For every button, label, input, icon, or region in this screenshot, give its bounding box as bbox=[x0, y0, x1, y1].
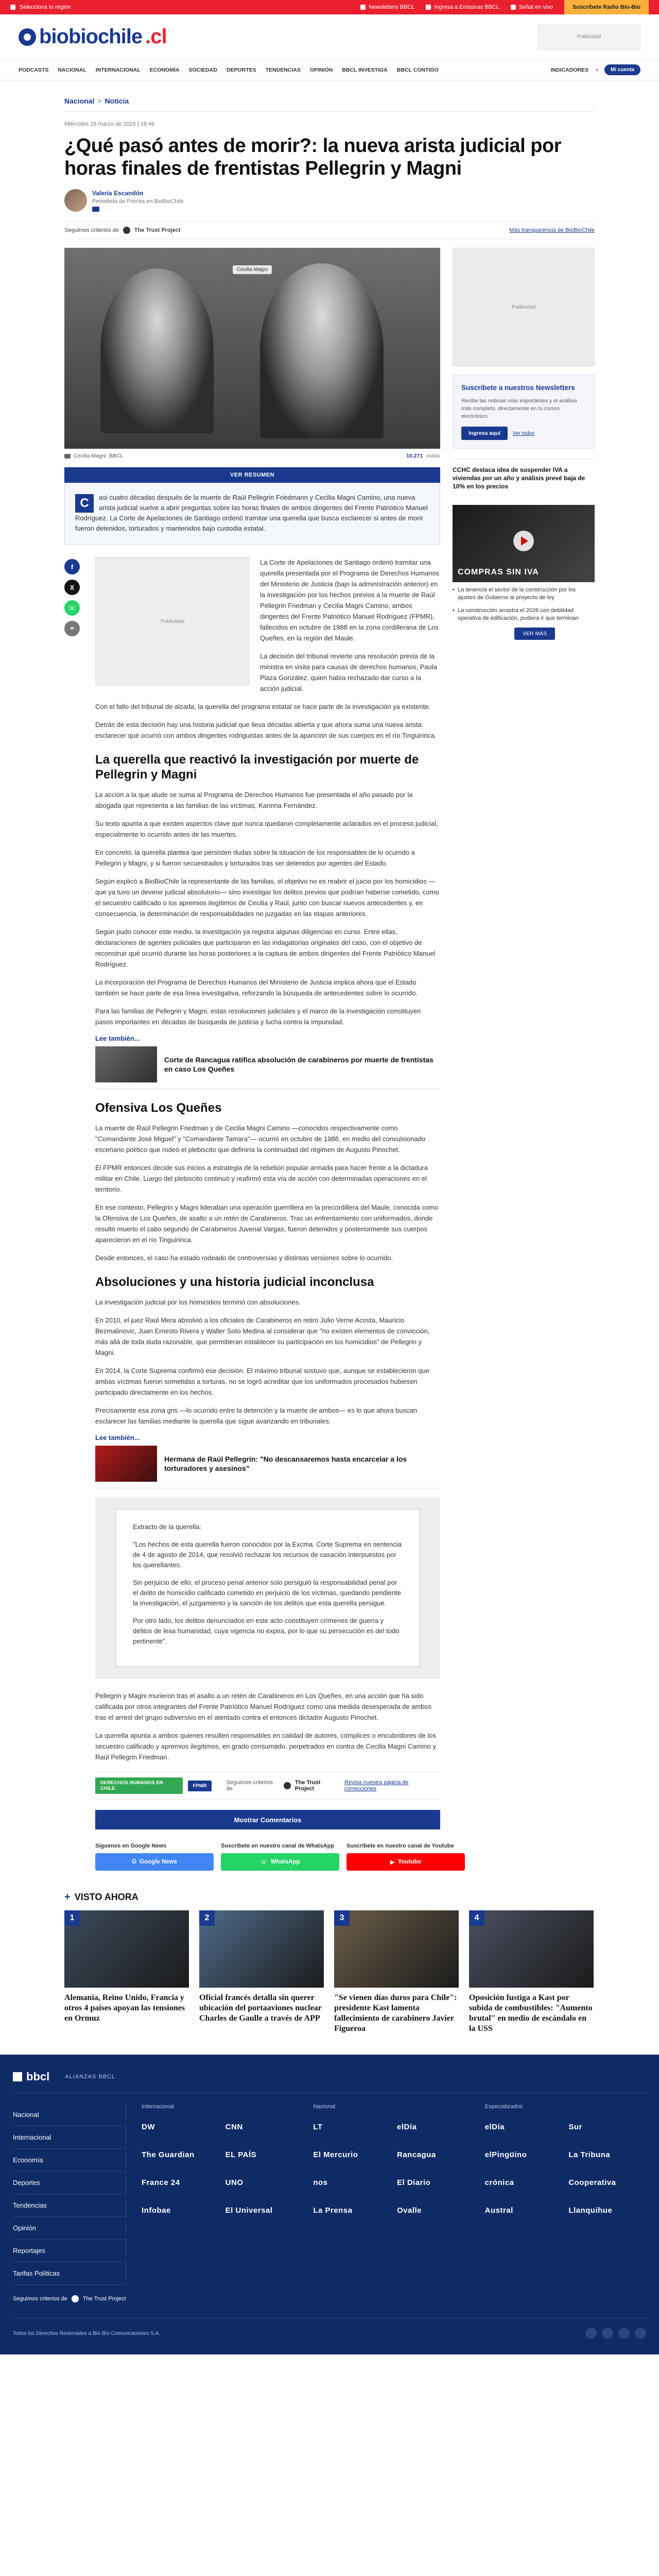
partner-logo[interactable]: La Tribuna bbox=[568, 2150, 611, 2159]
author-mail-icon[interactable] bbox=[92, 207, 99, 212]
summary-button[interactable]: VER RESUMEN bbox=[64, 467, 440, 483]
footer-column-heading: Nacional bbox=[313, 2104, 336, 2110]
trust-lead: Seguimos criterios de bbox=[226, 1780, 273, 1792]
most-viewed-image[interactable] bbox=[469, 1910, 594, 1988]
footer-section-link[interactable]: Opinión bbox=[13, 2217, 126, 2240]
play-icon[interactable] bbox=[513, 531, 534, 551]
most-viewed-card[interactable] bbox=[199, 1910, 324, 2034]
drop-cap: C bbox=[75, 494, 94, 513]
paragraph: En 2014, la Corte Suprema confirmó ese decisión. El máximo tribunal sostuvo que, aunque se establecieron que ambas víctimas fueron sometidas a torturas, no se logró acreditar que los uniformados procesados hubiesen participado directamente en los hechos. bbox=[95, 1367, 429, 1396]
most-viewed-image[interactable] bbox=[64, 1910, 189, 1988]
nav-opinion[interactable]: OPINIÓN bbox=[309, 66, 333, 73]
partner-logo[interactable]: Sur bbox=[568, 2122, 582, 2131]
partner-logo[interactable]: EL PAÍS bbox=[225, 2150, 257, 2159]
partner-logo[interactable]: Austral bbox=[484, 2206, 513, 2215]
hero-person-right bbox=[260, 263, 384, 438]
most-viewed-image[interactable] bbox=[199, 1910, 324, 1988]
corrections-link[interactable]: Revisa nuestra página de correcciones bbox=[344, 1780, 409, 1792]
nav-tendencias[interactable]: TENDENCIAS bbox=[265, 66, 301, 73]
article-date: Miércoles 18 marzo de 2026 | 18:46 bbox=[64, 121, 155, 127]
copyright: Todos los Derechos Reservados a Bío Bío Comunicaciones S.A. bbox=[13, 2330, 161, 2336]
chevron-down-icon: ▼ bbox=[594, 67, 599, 73]
divider bbox=[64, 111, 595, 112]
paragraph: Detrás de esta decisión hay una historia judicial que lleva décadas abierta y que ahora suma una nueva arista: esclarecer qué ocurrió con ambos dirigentes rodriguistas antes de la aparición de sus cuerpos en el río Tinguiririca. bbox=[95, 721, 437, 739]
partner-logo[interactable]: crónica bbox=[484, 2178, 514, 2187]
most-viewed-title[interactable]: Oposición fustiga a Kast por subida de combustibles: "Aumento brutal" en medio de escándalo en la USS bbox=[469, 1993, 593, 2033]
footer-trust: Seguimos criterios de The Trust Project bbox=[13, 2296, 126, 2302]
footer-logo[interactable]: bbcl bbox=[13, 2070, 49, 2083]
newsletter-desc: Recibe las noticias más importantes y el análisis más completo, directamente en tu correo electrónico. bbox=[461, 398, 578, 419]
footer-column bbox=[485, 2104, 646, 2285]
nav-podcasts[interactable]: PODCASTS bbox=[19, 66, 49, 73]
subheading: Ofensiva Los Queñes bbox=[95, 1101, 222, 1115]
paragraph: El FPMR entonces decide sus inicios a estrategia de la rebelión popular armada para hacer frente a la dictadura militar en Chile. Luego del plebiscito continuó y reafirmó esta vía de acción con determinadas operaciones en el territorio. bbox=[95, 1164, 428, 1193]
see-also-label: Lee también... bbox=[95, 1035, 140, 1042]
footer-section-link[interactable]: Reportajes bbox=[13, 2240, 126, 2262]
subheading: La querella que reactivó la investigación por muerte de Pellegrin y Magni bbox=[95, 753, 419, 782]
nav-economia[interactable]: ECONOMÍA bbox=[149, 66, 180, 73]
rank-badge: 1 bbox=[64, 1910, 80, 1926]
live-signal-link[interactable]: Señal en vivo bbox=[511, 4, 553, 10]
footer-column-heading: Internacional bbox=[142, 2104, 174, 2110]
nav-bbcl-contigo[interactable]: BBCL CONTIGO bbox=[396, 66, 439, 73]
paragraph: La incorporación del Programa de Derechos Humanos del Ministerio de Justicia implica ahora que el Estado también se hace parte de esa línea investigativa, reforzando la búsqueda de antecedentes sobre lo ocurrido. bbox=[95, 978, 418, 997]
main-nav bbox=[0, 60, 659, 80]
nav-deportes[interactable]: DEPORTES bbox=[226, 66, 256, 73]
site-logo[interactable]: biobiochile .cl bbox=[19, 25, 167, 48]
account-button[interactable]: Mi cuenta bbox=[604, 64, 640, 75]
partner-logo[interactable]: El Mercurio bbox=[313, 2150, 358, 2159]
hero-tag: Cecilia Magni bbox=[233, 265, 272, 274]
paragraph: Precisamente esa zona gris —lo ocurrido entre la detención y la muerte de ambos— es lo que ahora buscan esclarecer las familias mediante la querella que sigue avanzando en tribunales. bbox=[95, 1406, 418, 1425]
whatsapp-icon: ☏ bbox=[260, 1859, 268, 1866]
site-footer bbox=[0, 2055, 659, 2354]
paragraph: Con el fallo del tribunal de alzada, la querella del programa estatal se hace parte de la investigación ya existente. bbox=[95, 703, 431, 710]
paragraph: Según pudo conocer este medio, la investigación ya registra algunas diligencias en curso. Entre ellas, declaraciones de agentes policiales que participaron en las indagatorias originales del caso, con el objetivo de reconstruir qué ocurrió durante las horas posteriores a la captura de ambos dirigentes del Frente Patriótico Manuel Rodríguez. bbox=[95, 928, 436, 968]
paragraph: Desde entonces, el caso ha estado rodeado de controversias y distintas versiones sobre lo ocurrido. bbox=[95, 1254, 393, 1262]
partner-logo[interactable]: elDía bbox=[484, 2122, 505, 2131]
trust-project-icon bbox=[284, 1782, 291, 1789]
paragraph: Para las familias de Pellegrin y Magni, estas resoluciones judiciales y el marco de la investigación constituyen pasos importantes en décadas de búsqueda de justicia y lucha contra la impunidad. bbox=[95, 1007, 421, 1026]
partner-logo[interactable]: La Prensa bbox=[313, 2206, 353, 2215]
caption-row bbox=[64, 449, 440, 463]
logo-mark-icon bbox=[19, 28, 36, 46]
most-viewed-title[interactable]: "Se vienen días duros para Chile": presidente Kast lamenta fallecimiento de carabinero Javier Figueroa bbox=[334, 1993, 457, 2033]
radio-icon bbox=[426, 5, 431, 10]
see-also-link[interactable] bbox=[95, 1046, 440, 1089]
partner-logo[interactable]: El Universal bbox=[225, 2206, 273, 2215]
camera-icon bbox=[64, 454, 71, 459]
sidebar-video[interactable] bbox=[453, 505, 595, 582]
article-title: ¿Qué pasó antes de morir?: la nueva arista judicial por horas finales de frentistas Pellegrin y Magni bbox=[64, 135, 561, 179]
link-share-icon[interactable]: ⚭ bbox=[64, 621, 80, 636]
site-header bbox=[0, 14, 659, 60]
sidebar-bullet[interactable]: • La construcción arrastra el 2026 con debilidad operativa de edificación, pudiera ir que terminan bbox=[453, 607, 595, 622]
hero-person-left bbox=[100, 268, 214, 433]
quote-paragraph: Por otro lado, los delitos denunciados en este acto constituyen crímenes de guerra y delitos de lesa humanidad, cuya vigencia no expira, por lo que su persecución es del todo pertinente". bbox=[133, 1617, 400, 1645]
newsletter-title: Suscríbete a nuestros Newsletters bbox=[461, 384, 575, 392]
nav-nacional[interactable]: NACIONAL bbox=[58, 66, 86, 73]
nav-sociedad[interactable]: SOCIEDAD bbox=[188, 66, 217, 73]
paragraph: En ese contexto, Pellegrin y Magni lideraban una operación guerrillera en la precordillera del Maule, conocida como la Ofensiva de Los Queñes, de asalto a un retén de Carabineros. Tras un enfrentamiento con uniformados, donde resultó muerto el cabo segundo de Carabineros Juvenal Vargas, fueron detenidos y posteriormente sus cuerpos aparecieron en el río Tinguiririca. bbox=[95, 1204, 439, 1244]
footer-section-link[interactable]: Deportes bbox=[13, 2172, 126, 2194]
footer-section-link[interactable]: Nacional bbox=[13, 2104, 126, 2126]
partner-logo[interactable]: DW bbox=[142, 2122, 155, 2131]
newsletters-link[interactable]: Newsletters BBCL bbox=[360, 4, 414, 10]
paragraph: En concreto, la querella plantea que persisten dudas sobre la situación de los responsables de lo ocurrido a Pellegrin y Magni, y si fueron secuestrados y torturados tras ser detenidos por agentes del Estado. bbox=[95, 849, 415, 867]
partner-logo[interactable]: The Guardian bbox=[142, 2150, 195, 2159]
view-count: 10.271 visitas bbox=[406, 453, 440, 459]
partner-logo[interactable]: Llanquihue bbox=[568, 2206, 613, 2215]
social-links bbox=[585, 2328, 646, 2339]
see-also-thumbnail[interactable] bbox=[95, 1046, 157, 1082]
footer-section-link[interactable]: Tarifas Políticas bbox=[13, 2262, 126, 2285]
image-credit: Cecilia Magni BBCL bbox=[64, 453, 123, 459]
paragraph: Su texto apunta a que existen aspectos clave que nunca quedaron completamente aclarados en el proceso judicial, especialmente lo ocurrido antes de las muertes. bbox=[95, 820, 438, 838]
partner-logo[interactable]: El Diario bbox=[396, 2178, 431, 2187]
paragraph: La investigación judicial por los homicidios terminó con absoluciones. bbox=[95, 1298, 301, 1306]
follow-label: Suscríbete en nuestro canal de Youtube bbox=[346, 1843, 454, 1849]
live-icon bbox=[511, 5, 516, 10]
partner-logo[interactable]: Cooperativa bbox=[568, 2178, 616, 2187]
paragraph: La acción a la que alude se suma al Programa de Derechos Humanos fue presentada el año pasado por la abogada que representa a las familias de las víctimas, Karinna Fernández. bbox=[95, 791, 413, 809]
sidebar-news-item[interactable] bbox=[453, 459, 595, 500]
paragraph: La muerte de Raúl Pellegrin Friedman y de Cecilia Magni Camino —conocidos respectivamente como "Comandante José Miguel" y "Comandante Tamara"— ocurrió en octubre de 1988, en medio del convulsionado escenario político que rodeó el plebiscito que definiría la continuidad del régimen de Augusto Pinochet. bbox=[95, 1124, 426, 1154]
tag-chip[interactable]: DERECHOS HUMANOS EN CHILE bbox=[95, 1777, 183, 1794]
paragraph: La decisión del tribunal revierte una resolución previa de la ministra en visita para causas de derechos humanos, Paola Plaza González, quien había rechazado dar curso a la acción judicial. bbox=[260, 652, 437, 692]
plus-icon: + bbox=[64, 1891, 71, 1903]
trust-project-name[interactable]: The Trust Project bbox=[294, 1780, 321, 1792]
most-viewed-card[interactable] bbox=[334, 1910, 459, 2034]
sidebar-bullet[interactable]: • La tenencia el sector de la construcción por los ajustes de Gobierno al proyecto de ley bbox=[453, 586, 595, 602]
subscribe-radio-button[interactable]: Suscríbete Radio Bío-Bío bbox=[564, 0, 649, 14]
footer-alliances-tag: ALIANZAS BBCL bbox=[65, 2074, 116, 2080]
transparency-link[interactable]: Más transparencia de BioBioChile bbox=[509, 227, 595, 233]
sidebar-ad[interactable]: Publicidad bbox=[453, 248, 595, 366]
footer-column-heading: Especializados bbox=[484, 2104, 523, 2110]
trust-project-name[interactable]: The Trust Project bbox=[82, 2296, 126, 2302]
paragraph: En 2010, el juez Raúl Mera absolvió a los oficiales de Carabineros en retiro Julio Verne Acosta, Mauricio Bezmalinovic, Juan Ernesto Rivera y Walter Soto Medina al considerar que "no existen elementos de convicción, más allá de toda duda razonable, que permitieran establecer su participación en los homicidios" de Pellegrin y Magni. bbox=[95, 1316, 430, 1357]
footer-section-link[interactable]: Tendencias bbox=[13, 2194, 126, 2217]
most-viewed-card[interactable] bbox=[64, 1910, 189, 2034]
rank-badge: 2 bbox=[199, 1910, 215, 1926]
footer-section-link[interactable]: Economía bbox=[13, 2149, 126, 2172]
partner-logo[interactable]: UNO bbox=[225, 2178, 244, 2187]
nav-internacional[interactable]: INTERNACIONAL bbox=[95, 66, 141, 73]
author-avatar[interactable] bbox=[64, 189, 87, 212]
sidebar-video-title: COMPRAS SIN IVA bbox=[458, 568, 539, 577]
emisoras-link[interactable]: Ingresa a Emisoras BBCL bbox=[426, 4, 499, 10]
follow-label: Suscríbete en nuestro canal de WhatsApp bbox=[221, 1843, 335, 1849]
hero-image[interactable] bbox=[64, 248, 440, 449]
partner-logo[interactable]: Rancagua bbox=[396, 2150, 436, 2159]
show-comments-button[interactable]: Mostrar Comentarios bbox=[95, 1810, 440, 1829]
see-also-title[interactable]: Hermana de Raúl Pellegrin: "No descansaremos hasta encarcelar a los torturadores y asesinos" bbox=[164, 1455, 407, 1472]
paragraph: La querella apunta a ambos quienes resulten responsables en calidad de autores, cómplices o encubridores de los secuestro calificado y apremios ilegítimos, en grado consumado, perpetrados en contra de Cecilia Magni Camino y Raúl Pellegrin Friedman. bbox=[95, 1732, 436, 1761]
follow-row bbox=[95, 1843, 454, 1871]
see-also-thumbnail[interactable] bbox=[95, 1446, 157, 1482]
quote-paragraph: Sin perjuicio de ello, el proceso penal anterior solo persiguió la responsabilidad penal por el delito de homicidio calificado cometido en perjuicio de los víctimas, quedando pendiente la investigación, el juzgamiento y la sanción de los delitos que esta querella persigue. bbox=[133, 1579, 402, 1607]
rank-badge: 4 bbox=[469, 1910, 484, 1926]
trust-project-icon bbox=[72, 2295, 79, 2302]
trust-lead: Seguimos criterios de bbox=[64, 227, 119, 233]
partner-logo[interactable]: elDía bbox=[396, 2122, 417, 2131]
partner-logo[interactable]: LT bbox=[313, 2122, 323, 2131]
x-icon[interactable] bbox=[602, 2328, 613, 2339]
footer-column bbox=[313, 2104, 474, 2285]
sidebar-news-title[interactable]: CCHC destaca idea de suspender IVA a viviendas por un año y análisis prevé baja de 10% en los precios bbox=[453, 466, 585, 490]
most-viewed-image[interactable] bbox=[334, 1910, 459, 1988]
youtube-button[interactable]: ▶ Youtube bbox=[346, 1853, 465, 1871]
tag-chip[interactable]: FPMR bbox=[188, 1781, 212, 1791]
author-role: Periodista de Prensa en BioBioChile bbox=[92, 198, 184, 205]
partner-logo[interactable]: Infobae bbox=[142, 2206, 171, 2215]
partner-logo[interactable]: Ovalle bbox=[396, 2206, 422, 2215]
partner-logo[interactable]: elPingüino bbox=[484, 2150, 527, 2159]
share-bar bbox=[64, 557, 95, 1886]
google-news-icon: G bbox=[132, 1859, 137, 1865]
breadcrumb-sub[interactable]: Noticia bbox=[105, 97, 129, 105]
newsletter-link[interactable]: Ver todos bbox=[512, 430, 535, 436]
article-lead bbox=[64, 483, 440, 545]
lead-text: asi cuatro décadas después de la muerte de Raúl Pellegrin Friedmann y Cecilia Magni Camino, una nueva arista judicial vuelve a abrir preguntas sobre las horas finales de ambos dirigentes del Frente Patriótico Manuel Rodríguez. La Corte de Apelaciones de Santiago ordenó tramitar una querella que busca esclarecer si antes de morir fueron detenidos, torturados y mantenidos bajo custodia estatal. bbox=[75, 494, 428, 532]
mail-icon bbox=[360, 5, 366, 10]
most-viewed-title[interactable]: Alemania, Reino Unido, Francia y otros 4 países apoyan las tensiones en Ormuz bbox=[64, 1993, 185, 2023]
byline bbox=[64, 189, 595, 212]
top-bar bbox=[0, 0, 659, 14]
inline-ad[interactable]: Publicidad bbox=[95, 557, 250, 686]
partner-logo[interactable]: France 24 bbox=[142, 2178, 180, 2187]
newsletter-button[interactable]: Ingresa aquí bbox=[461, 427, 508, 440]
footer-logo-icon bbox=[13, 2072, 22, 2081]
paragraph: La Corte de Apelaciones de Santiago ordenó tramitar una querella presentada por el Programa de Derechos Humanos del Ministerio de Justicia (bajo la administración anterior) en la investigación por los hechos previos a la muerte de Raúl Pellegrin Friedman y Cecilia Magni Camino, ambos dirigentes del Frente Patriótico Manuel Rodríguez (FPMR), fallecidos en octubre de 1988 en la zona cordillerana de Los Queñes, en la región del Maule. bbox=[260, 558, 440, 642]
breadcrumb bbox=[64, 97, 595, 105]
youtube-icon: ▶ bbox=[390, 1859, 395, 1866]
author-name[interactable]: Valeria Escandón bbox=[92, 189, 144, 197]
region-selector[interactable] bbox=[10, 4, 71, 10]
most-viewed-title[interactable]: Oficial francés detalla sin querer ubicación del portaaviones nuclear Charles de Gaulle a través de APP bbox=[199, 1993, 322, 2023]
footer-sections bbox=[13, 2104, 126, 2285]
partner-logo[interactable]: nos bbox=[313, 2178, 328, 2187]
indicators-link[interactable]: INDICADORES bbox=[550, 66, 588, 73]
trust-project-name[interactable]: The Trust Project bbox=[134, 227, 181, 233]
most-viewed-card[interactable] bbox=[469, 1910, 594, 2034]
partner-logo[interactable]: CNN bbox=[225, 2122, 243, 2131]
google-news-button[interactable]: G Google News bbox=[95, 1853, 214, 1871]
footer-section-link[interactable]: Internacional bbox=[13, 2126, 126, 2149]
footer-column bbox=[142, 2104, 303, 2285]
header-ad[interactable]: Publicidad bbox=[537, 24, 640, 50]
most-viewed-heading: + VISTO AHORA bbox=[64, 1891, 138, 1903]
tags-row bbox=[95, 1772, 440, 1800]
facebook-share-icon[interactable]: f bbox=[64, 559, 80, 574]
subheading: Absoluciones y una historia judicial inconclusa bbox=[95, 1275, 374, 1289]
breadcrumb-section[interactable]: Nacional bbox=[64, 97, 95, 105]
quote-box bbox=[95, 1498, 440, 1679]
article-body bbox=[95, 557, 454, 1886]
follow-label: Síguenos en Google News bbox=[95, 1843, 167, 1849]
location-icon bbox=[10, 5, 15, 10]
most-viewed bbox=[64, 1891, 595, 2034]
trust-row bbox=[64, 221, 595, 240]
newsletter-box bbox=[453, 375, 595, 449]
see-also-link[interactable] bbox=[95, 1446, 440, 1488]
paragraph: Pellegrin y Magni murieron tras el asalto a un retén de Carabineros en Los Queñes, en una acción que ha sido calificada por otros integrantes del Frente Patriótico Manuel Rodríguez como una medida desesperada de ambos tras el arrest del grupo subversivo en el atentado contra el entonces dictador Augusto Pinochet. bbox=[95, 1692, 432, 1721]
nav-bbcl-investiga[interactable]: BBCL INVESTIGA bbox=[342, 66, 388, 73]
see-also-title[interactable]: Corte de Rancagua ratifica absolución de carabineros por muerte de frentistas en caso Los Queñes bbox=[164, 1056, 433, 1073]
main-column bbox=[64, 248, 454, 1886]
youtube-icon[interactable] bbox=[635, 2328, 646, 2339]
quote-intro: Extracto de la querella: bbox=[133, 1523, 201, 1531]
see-also-label: Lee también... bbox=[95, 1434, 140, 1442]
sidebar-more-button[interactable]: VER MÁS bbox=[514, 628, 555, 640]
paragraph: Según explicó a BioBioChile la representante de las familias, el objetivo no es reabrir el juicio por los homicidios —que ya tuvo un devenir judicial absolutorio— sino investigar los delitos previos que podrían haberse cometido, como el secuestro calificado o los apremios ilegítimos de Cecilia y Raúl, junto con buscar nuevos antecedentes y, en consecuencia, la determinación de responsabilidades no juzgadas en las etapas anteriores. bbox=[95, 877, 439, 918]
breadcrumb-separator: > bbox=[97, 97, 102, 105]
whatsapp-share-icon[interactable]: ☏ bbox=[64, 600, 80, 616]
whatsapp-button[interactable]: ☏ WhatsApp bbox=[221, 1853, 339, 1871]
region-label[interactable]: Selecciona tu región bbox=[20, 4, 71, 10]
rank-badge: 3 bbox=[334, 1910, 350, 1926]
sidebar bbox=[453, 248, 595, 1886]
x-share-icon[interactable]: X bbox=[64, 580, 80, 595]
instagram-icon[interactable] bbox=[618, 2328, 630, 2339]
facebook-icon[interactable] bbox=[585, 2328, 597, 2339]
quote-paragraph: "Los hechos de esta querella fueron conocidos por la Excma. Corte Suprema en sentencia de 4 de agosto de 2014, que resolvió rechazar los recursos de casación interpuestos por los querellantes. bbox=[133, 1540, 402, 1569]
trust-project-icon bbox=[123, 227, 130, 234]
